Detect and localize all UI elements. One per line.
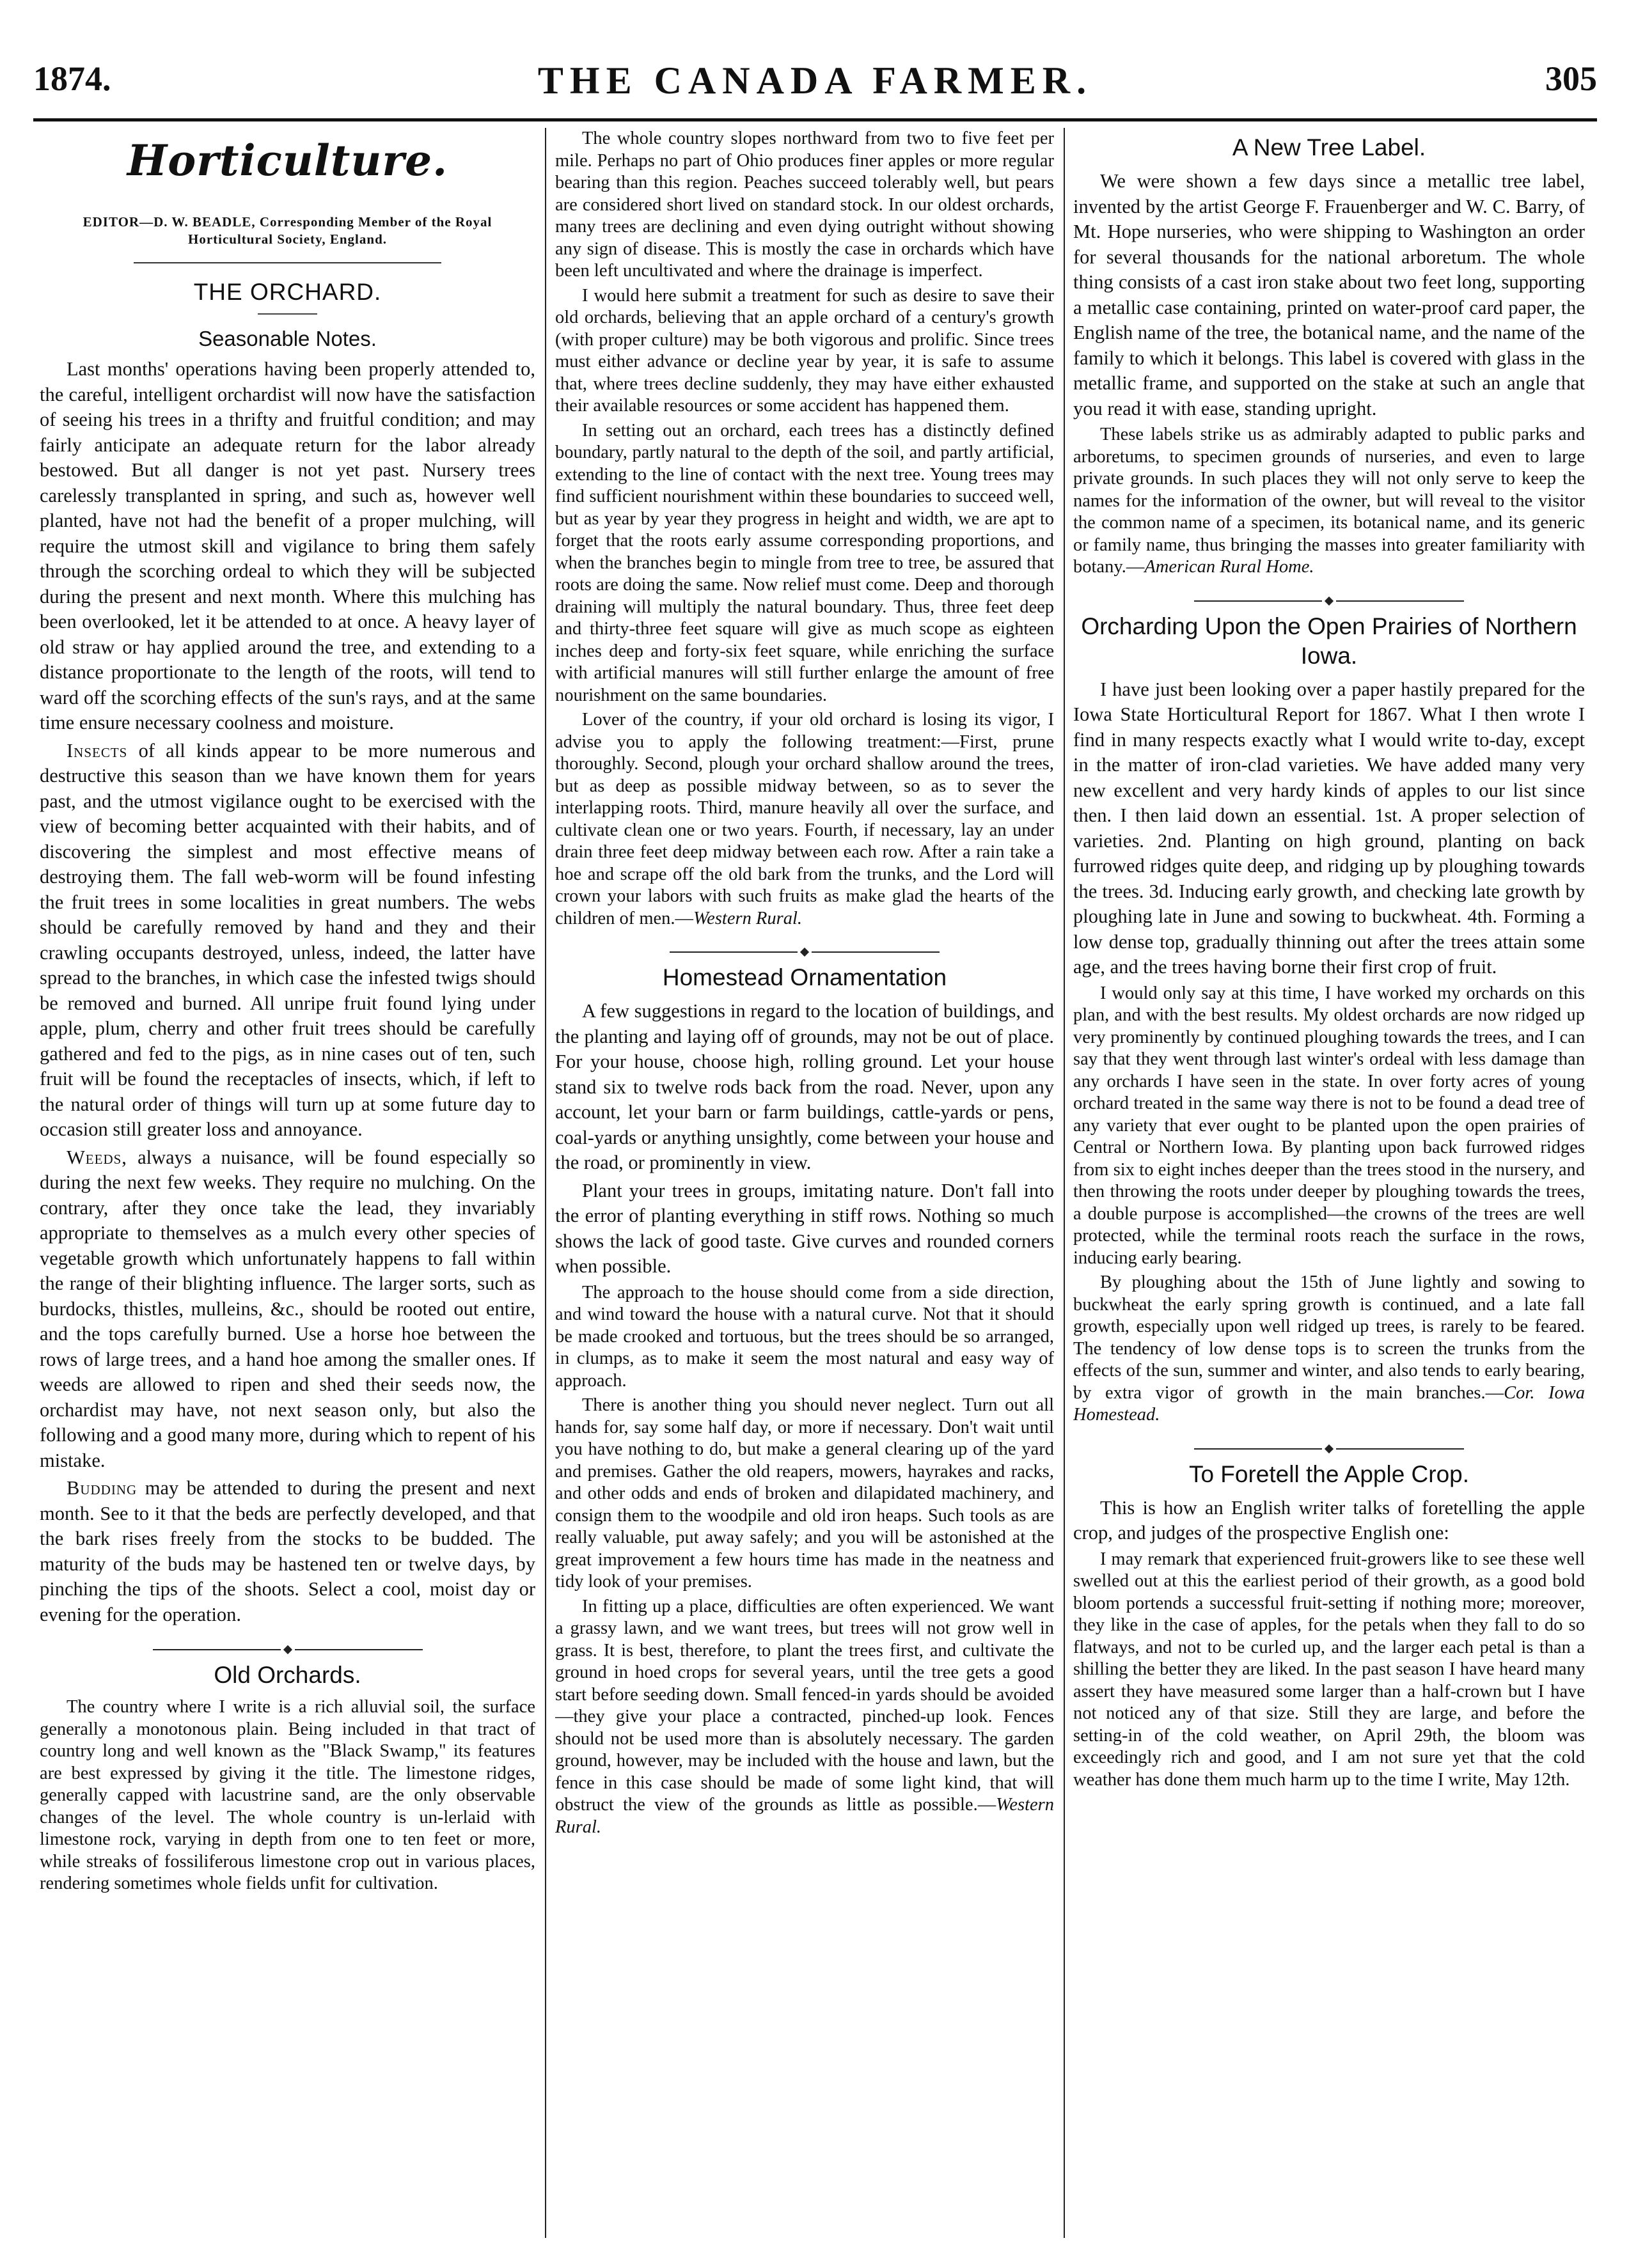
paragraph: I would here submit a treatment for such as desire to save their old orchards, believing that an apple orchard of a century's growth (with proper culture) may be both vigorous and prolific. Since trees must either advance or decline year by year, it is safe to assume that, where trees decline suddenly, they may have either exhausted their available resources or some accident has happened them. xyxy=(555,285,1054,416)
seasonable-heading: Seasonable Notes. xyxy=(198,327,377,350)
column-divider-1 xyxy=(545,128,546,2238)
paragraph: Weeds, always a nuisance, will be found especially so during the next few weeks. They require no mulching. On the contrary, after they once take the lead, they invariably appropriate to themselves as a mulch every other species of vegetable growth which unfortunately happens to fall within the range of their blighting influence. The larger sorts, such as burdocks, thistles, mulleins, &c., should be rooted out entire, and the tops carefully burned. Use a horse hoe between the rows of large trees, and a hand hoe among the smaller ones. If weeds are allowed to ripen and shed their seeds now, the orchardist may have, not next season only, but also the following and a good many more, during which to repent of his mistake. xyxy=(40,1146,535,1471)
orchard-heading: THE ORCHARD. xyxy=(193,279,382,305)
paragraph: Insects of all kinds appear to be more numerous and destructive this season than we have known them for years past, and the utmost vigilance ought to be exercised with the view of becoming better acquainted with their habits, and of discovering the simplest and most effective means of destroying them. The fall web-worm will be found infesting the fruit trees in some localities in great numbers. The webs should be carefully removed by hand and they and their crawling occupants destroyed, unless, indeed, the latter have spread to the branches, in which case the infested twigs should be removed and burned. All unripe fruit found lying under apple, plum, cherry and other fruit trees should be carefully gathered and fed to the pigs, as in nine cases out of ten, such fruit will be found the receptacles of insects, which, if left to the natural order of things will turn up at some future day to occasion still greater loss and annoyance. xyxy=(40,739,535,1140)
column-divider-2 xyxy=(1064,128,1065,2238)
paragraph: Lover of the country, if your old orchard is losing its vigor, I advise you to apply the following treatment:—First, prune thoroughly. Second, plough your orchard shallow around the trees, but as deep as possible midway between, so as to sever the interlapping roots. Third, manure heavily all over the surface, and cultivate clean one or two years. Fourth, if necessary, lay an under drain three feet deep midway between each row. After a rain take a hoe and scrape off the old bark from the trunks, and the Lord will crown your labors with such fruits as make glad the hearts of the children of men.—Western Rural. xyxy=(555,710,1054,928)
lead-word: Insects xyxy=(67,739,128,762)
source-credit: Western Rural. xyxy=(555,1795,1054,1837)
column-1 xyxy=(40,128,535,2238)
lead-word: Weeds, xyxy=(67,1146,127,1168)
masthead-title: THE CANADA FARMER. xyxy=(537,59,1093,102)
editor-line: EDITOR—D. W. BEADLE, Corresponding Member of the Royal Horticultural Society, England. xyxy=(83,214,492,247)
old-orchards-heading: Old Orchards. xyxy=(214,1662,361,1688)
lead-word: Budding xyxy=(67,1477,138,1499)
paragraph: A few suggestions in regard to the location of buildings, and the planting and laying off of grounds, may not be out of place. For your house, choose high, rolling ground. Let your house stand six to twelve rods back from the road. Never, upon any account, let your barn or farm buildings, cattle-yards or pens, coal-yards or anything unsightly, come between your house and the road, or prominently in view. xyxy=(555,1000,1054,1173)
paragraph: I have just been looking over a paper hastily prepared for the Iowa State Horticultural Report for 1867. What I then wrote I find in many respects exactly what I would write to-day, except in the matter of iron-clad varieties. We have added many very new excellent and very hardy kinds of apples to our list since then. I then laid down an essential. 1st. A proper selection of varieties. 2nd. Planting on high ground, planting on back furrowed ridges quite deep, and ridging up by ploughing towards the trees. 3d. Inducing early growth, and checking late growth by ploughing late in June and sowing to buckwheat. 4th. Forming a low dense top, gradually thinning out after the trees attain some age, and the trees having borne their first crop of fruit. xyxy=(1073,678,1585,978)
masthead-rule xyxy=(33,118,1597,121)
article-divider xyxy=(40,1641,535,1654)
section-title: Horticulture. xyxy=(127,136,448,185)
orchard-rule xyxy=(258,313,317,315)
paragraph: There is another thing you should never neglect. Turn out all hands for, say some half day, or more if necessary. Don't wait until you have nothing to do, but make a general clearing up of the yard and premises. Gather the old reapers, mowers, hayrakes and racks, and other odds and ends of broken and dilapidated machinery, and consign them to the woodpile and old iron heaps. Such tools as are really valuable, put away safely; and you will be astonished at the great improvement a few hours time has made in the neatness and tidy look of your premises. xyxy=(555,1395,1054,1592)
paragraph: The country where I write is a rich alluvial soil, the surface generally a monotonous plain. Being included in that tract of country long and well known as the "Black Swamp," its features are best expressed by giving it the title. The limestone ridges, generally capped with lacustrine sand, are the only observable changes of the level. The whole country is un-lerlaid with limestone rock, varying in depth from one to ten feet or more, while streaks of fossiliferous limestone crop out in various places, rendering sometimes whole fields unfit for cultivation. xyxy=(40,1697,535,1893)
masthead-year: 1874. xyxy=(33,59,111,98)
paragraph: These labels strike us as admirably adapted to public parks and arboretums, to specimen grounds of nurseries, and even to large private grounds. In such places they will not only serve to keep the names for the information of the owner, but will reveal to the visitor the common name of a specimen, its botanical name, and its generic or family name, thus bringing the masses into greater familiarity with botany.—American Rural Home. xyxy=(1073,425,1585,577)
article-divider xyxy=(1073,1441,1585,1453)
paragraph: Plant your trees in groups, imitating nature. Don't fall into the error of planting everything in stiff rows. Nothing so much shows the lack of good taste. Give curves and rounded corners when possible. xyxy=(555,1179,1054,1277)
paragraph: In setting out an orchard, each trees has a distinctly defined boundary, partly natural to the depth of the soil, and partly artificial, extending to the line of contact with the next tree. Young trees may find sufficient nourishment within these boundaries to succeed well, but as year by year they progress in height and width, we are apt to forget that the roots early assume corresponding proportions, and when the branches begin to mingle from tree to tree, be assured that roots are doing the same. Now relief must come. Deep and thorough draining will multiply the natural boundary. Thus, three feet deep and thirty-three feet square will give as much scope as eighteen inches deep and forty-six feet square, while enriching the surface with artificial manures will still further enlarge the amount of free nourishment on the same boundaries. xyxy=(555,420,1054,705)
tree-label-heading: A New Tree Label. xyxy=(1232,134,1426,160)
paragraph: Last months' operations having been properly attended to, the careful, intelligent orchardist will now have the satisfaction of seeing his trees in a thrifty and fruitful condition; and may fairly anticipate an adequate return for the labor already bestowed. But all danger is not yet past. Nursery trees carelessly transplanted in spring, and such as, however well planted, have not had the benefit of a proper mulching, will require the utmost skill and vigilance to bring them safely through the scorching ordeal to which they will be subjected during the present and next month. Where this mulching has been overlooked, let it be attended to at once. A heavy layer of old straw or hay applied around the tree, and extending to a distance proportionate to the length of the roots, will tend to ward off the scorching effects of the sun's rays, and at the same time ensure necessary coolness and moisture. xyxy=(40,358,535,733)
prairie-heading: Orcharding Upon the Open Prairies of Northern Iowa. xyxy=(1081,613,1577,669)
editor-rule xyxy=(134,262,441,263)
paragraph: Budding may be attended to during the present and next month. See to it that the beds are perfectly developed, and that the bark rises freely from the stocks to be budded. The maturity of the buds may be hastened ten or twelve days, by pinching the tips of the shoots. Select a cool, moist day or evening for the operation. xyxy=(40,1477,535,1625)
column-2 xyxy=(555,128,1054,2238)
paragraph: In fitting up a place, difficulties are often experienced. We want a grassy lawn, and we want trees, but trees will not grow well in grass. It is best, therefore, to plant the trees first, and cultivate the ground in hoed crops for several years, until the tree gets a good start before seeding down. Small fenced-in yards should be avoided—they give your place a contracted, pinched-up look. Fences should not be used more than is absolutely necessary. The garden ground, however, may be included with the house and lawn, but the fence in this case should be made of some light kind, that will obstruct the view of the grounds as little as possible.—Western Rural. xyxy=(555,1596,1054,1837)
foretell-heading: To Foretell the Apple Crop. xyxy=(1188,1460,1470,1487)
source-credit: Western Rural. xyxy=(693,908,803,928)
article-divider xyxy=(555,944,1054,957)
paragraph: We were shown a few days since a metallic tree label, invented by the artist George F. Frauenberger and W. C. Barry, of Mt. Hope nurseries, who were shipping to Washington an order for several thousands for the national arboretum. The whole thing consists of a cast iron stake about two feet long, supporting a metallic case containing, printed on water-proof card paper, the English name of the tree, the botanical name, and the name of the family to which it belongs. This label is covered with glass in the metallic frame, and supported on the stake at such an angle that you read it with ease, standing upright. xyxy=(1073,170,1585,419)
paragraph: The approach to the house should come from a side direction, and wind toward the house with a natural curve. Not that it should be made crooked and tortuous, but the trees should be so arranged, in clumps, as to make it seem the most natural and easy way of approach. xyxy=(555,1282,1054,1391)
article-divider xyxy=(1073,593,1585,606)
paragraph: The whole country slopes northward from two to five feet per mile. Perhaps no part of Ohio produces finer apples or more regular bearing than this region. Peaches succeed tolerably well, but pears are considered short lived on standard stock. In our oldest orchards, many trees are declining and even dying outright without showing any sign of disease. This is mostly the case in orchards which have been left uncultivated and where the drainage is imperfect. xyxy=(555,129,1054,281)
paragraph: By ploughing about the 15th of June lightly and sowing to buckwheat the early spring growth is continued, and a late fall growth, especially upon well ridged up trees, is rarely to be feared. The tendency of low dense tops is to screen the trunks from the effects of the sun, summer and winter, and also tends to early bearing, by extra vigor of growth in the main branches.—Cor. Iowa Homestead. xyxy=(1073,1272,1585,1425)
source-credit: Cor. Iowa Homestead. xyxy=(1073,1382,1585,1425)
page-number: 305 xyxy=(1545,59,1597,98)
masthead xyxy=(33,59,1597,111)
paragraph: I may remark that experienced fruit-growers like to see these well swelled out at this the earliest period of their growth, as a good bold bloom portends a successful fruit-setting if nothing more; moreover, they like in the case of apples, for the petals when they fall to do so flatways, and not to be curled up, and the larger each petal is than a shilling the better they are liked. In the past season I have heard many assert they have measured some larger than a half-crown but I have not noticed any of that size. Still they are large, and before the setting-in of the cold weather, on April 29th, the bloom was exceedingly rich and good, and I am not sure yet that the cold weather has done them much harm up to the time I write, May 12th. xyxy=(1073,1549,1585,1790)
source-credit: American Rural Home. xyxy=(1144,557,1314,577)
paragraph: This is how an English writer talks of foretelling the apple crop, and judges of the prospective English one: xyxy=(1073,1496,1585,1544)
paragraph: I would only say at this time, I have worked my orchards on this plan, and with the best results. My oldest orchards are now ridged up very prominently by continued ploughing towards the trees, and I can say that they went through last winter's ordeal with less damage than any orchards I have seen in the state. In over forty acres of young orchard treated in the same way there is not to be found a dead tree of any variety that ever ought to be planted upon the open prairies of Central or Northern Iowa. By planting upon back furrowed ridges from six to eight inches deeper than the trees stood in the nursery, and then throwing the roots under deeper by ploughing towards the trees, a double purpose is accomplished—the crowns of the trees are well protected, while the terminal roots reach the surface in the rows, inducing early bearing. xyxy=(1073,983,1585,1268)
homestead-heading: Homestead Ornamentation xyxy=(662,964,947,990)
column-3 xyxy=(1073,128,1585,2238)
